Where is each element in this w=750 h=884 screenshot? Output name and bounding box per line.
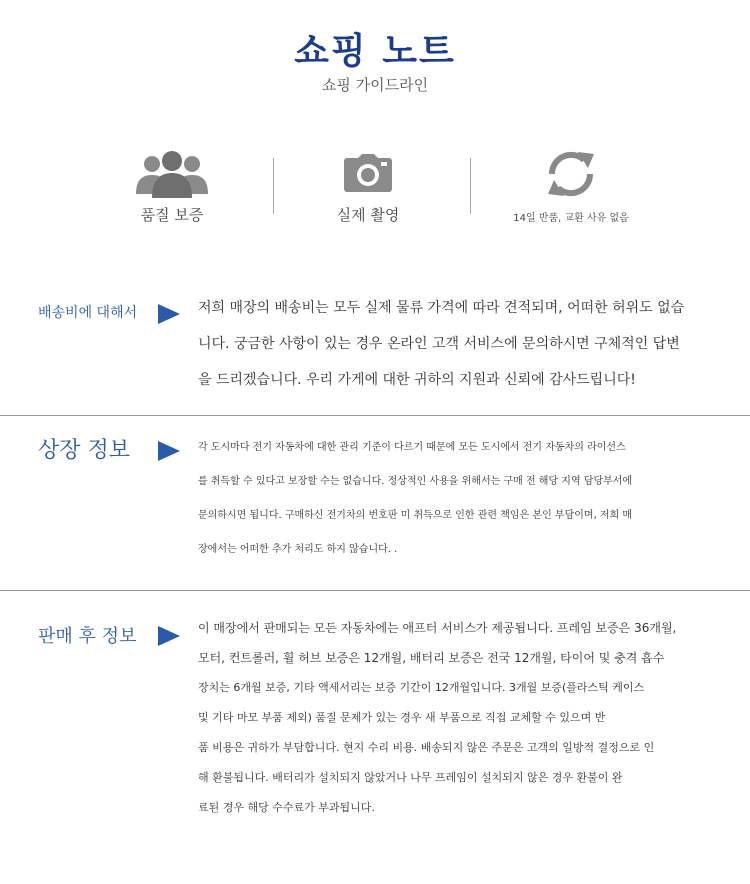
feature-label: 실제 촬영: [336, 206, 400, 224]
body-line: 저희 매장의 배송비는 모두 실제 물류 가격에 따라 견적되며, 어떠한 허위도 없습: [198, 300, 685, 316]
page-header: [0, 32, 750, 94]
body-line: 문의하시면 됩니다. 구매하신 전기차의 번호판 미 취득으로 인한 관련 책임은 본인 부담이며, 저희 매: [198, 510, 633, 521]
body-line: 해 환불됩니다. 배터리가 설치되지 않았거나 나무 프레임이 설치되지 않은 경우 환불이 완: [198, 771, 623, 784]
body-line: 를 취득할 수 있다고 보장할 수는 없습니다. 정상적인 사용을 위해서는 구매 전 해당 지역 담당부서에: [198, 476, 633, 487]
feature-quality: [77, 148, 267, 224]
feature-photo: [273, 148, 463, 224]
divider: [470, 158, 471, 214]
arrow-icon: [158, 626, 180, 646]
body-line: 각 도시마다 전기 자동차에 대한 관리 기준이 다르기 때문에 모든 도시에서 전기 자동차의 라이선스: [198, 442, 626, 453]
body-line: 및 기타 마모 부품 제외) 품질 문제가 있는 경우 새 부품으로 직접 교체할 수 있으며 반: [198, 711, 606, 724]
body-line: 품 비용은 귀하가 부담합니다. 현지 수리 비용. 배송되지 않은 주문은 고객의 일방적 결정으로 인: [198, 741, 655, 754]
body-line: 료된 경우 해당 수수료가 부과됩니다.: [198, 801, 375, 814]
feature-row: [0, 148, 750, 228]
section-listing: [0, 425, 750, 585]
page-title: 쇼핑 노트: [294, 31, 456, 72]
body-line: 니다. 궁금한 사항이 있는 경우 온라인 고객 서비스에 문의하시면 구체적인 답변: [198, 336, 680, 352]
refresh-icon: [542, 148, 600, 200]
body-line: 을 드리겠습니다. 우리 가게에 대한 귀하의 지원과 신뢰에 감사드립니다!: [198, 372, 636, 388]
feature-label: 품질 보증: [140, 206, 204, 224]
section-body: [198, 613, 726, 823]
section-body: [198, 290, 726, 398]
page-subtitle: 쇼핑 가이드라인: [321, 76, 429, 94]
feature-label: 14일 반품, 교환 사유 없음: [513, 213, 629, 224]
section-body: [198, 431, 726, 567]
section-after-sales: [0, 608, 750, 878]
body-line: 모터, 컨트롤러, 휠 허브 보증은 12개월, 배터리 보증은 전국 12개월, 타이어 및 충격 흡수: [198, 651, 665, 665]
body-line: 장에서는 어떠한 추가 처리도 하지 않습니다. .: [198, 544, 398, 555]
users-icon: [132, 148, 212, 200]
body-line: 장치는 6개월 보증, 기타 액세서리는 보증 기간이 12개월입니다. 3개월 보증(플라스틱 케이스: [198, 681, 645, 694]
arrow-icon: [158, 304, 180, 324]
camera-icon: [340, 152, 396, 196]
section-shipping: [0, 290, 750, 410]
section-heading: 배송비에 대해서: [38, 305, 138, 321]
section-divider: [0, 590, 750, 591]
feature-return: [476, 148, 666, 228]
section-divider: [0, 415, 750, 416]
arrow-icon: [158, 441, 180, 461]
body-line: 이 매장에서 판매되는 모든 자동차에는 애프터 서비스가 제공됩니다. 프레임 보증은 36개월,: [198, 621, 677, 635]
section-heading: 상장 정보: [38, 438, 131, 463]
section-heading: 판매 후 정보: [38, 626, 137, 647]
